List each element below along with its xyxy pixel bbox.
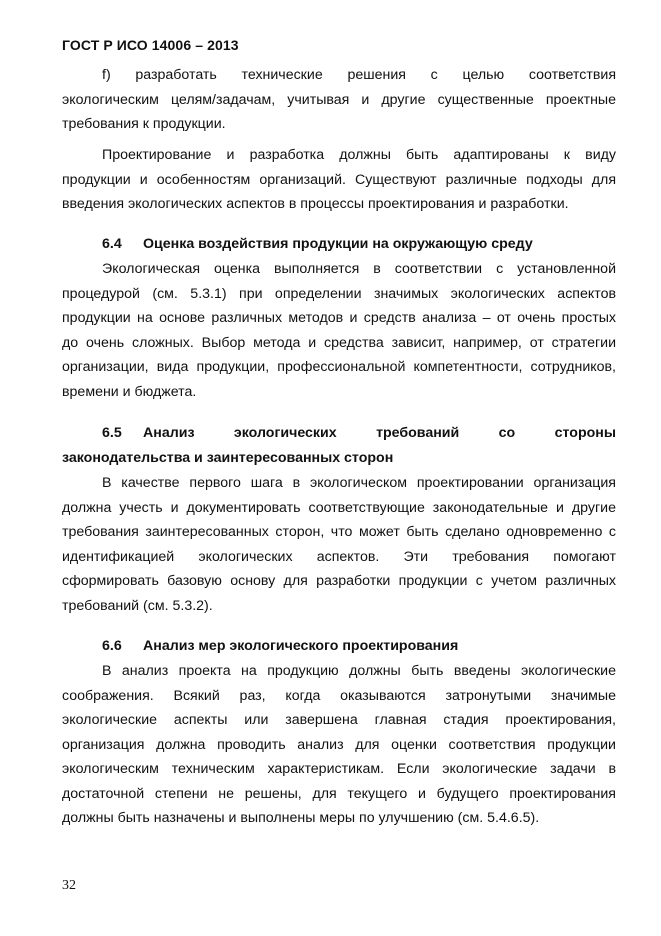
text-line: продукции на основе различных методов и средств анализа – от очень простых: [62, 310, 616, 326]
section-number: 6.6: [102, 638, 122, 654]
section-number: 6.4: [102, 236, 122, 252]
text-line: должны быть назначены и выполнены меры по улучшению (см. 5.4.6.5).: [62, 810, 540, 826]
paragraph-design-review: [62, 659, 616, 831]
text-line: экологическим техническим характеристикам. Если экологические задачи в: [62, 761, 616, 777]
page-number: 32: [62, 878, 76, 893]
text-line: требований (см. 5.3.2).: [62, 597, 213, 614]
text-line: организация должна проводить анализ для оценки соответствия продукции: [62, 736, 616, 753]
text-line: В анализ проекта на продукцию должны быть введены экологические: [102, 663, 616, 679]
section-title: Оценка воздействия продукции на окружающую среду: [143, 236, 533, 252]
section-title-line1: Анализ экологических требований со стороны: [143, 425, 616, 441]
section-title-line2: законодательства и заинтересованных сторон: [62, 449, 394, 466]
section-heading-6-5: [62, 421, 616, 470]
text-line: требования к продукции.: [62, 116, 226, 132]
text-line: организации, вида продукции, профессиональной компетентности, сотрудников,: [62, 359, 616, 375]
text-line: должна учесть и документировать соответствующие законодательные и другие: [62, 499, 616, 516]
text-line: экологическим целям/задачам, учитывая и другие существенные проектные: [62, 91, 616, 108]
list-item-f: [62, 63, 616, 137]
document-header: ГОСТ Р ИСО 14006 – 2013: [62, 37, 239, 53]
text-line: идентификацией экологических аспектов. Эти требования помогают: [62, 548, 616, 565]
text-line: соображения. Всякий раз, когда оказываются затронутыми значимые: [62, 687, 616, 704]
paragraph-environmental-assessment: [62, 257, 616, 404]
text-line: f) разработать технические решения с целью соответствия: [102, 67, 616, 83]
section-heading-6-6: [62, 634, 616, 659]
text-line: Проектирование и разработка должны быть адаптированы к виду: [102, 147, 616, 163]
paragraph-legal-requirements: [62, 471, 616, 618]
text-line: процедурой (см. 5.3.1) при определении значимых экологических аспектов: [62, 285, 616, 302]
text-line: до очень сложных. Выбор метода и средства зависит, например, от стратегии: [62, 334, 616, 351]
text-line: экологические аспекты или завершена главная стадия проектирования,: [62, 712, 616, 728]
text-line: Экологическая оценка выполняется в соответствии с установленной: [102, 261, 616, 277]
text-line: продукции и особенностям организаций. Существуют различные подходы для: [62, 171, 616, 188]
section-title: Анализ мер экологического проектирования: [143, 638, 459, 654]
section-heading-6-4: [62, 232, 616, 257]
text-line: времени и бюджета.: [62, 383, 197, 400]
text-line: достаточной степени не решены, для текущего и будущего проектирования: [62, 785, 616, 802]
text-line: В качестве первого шага в экологическом проектировании организация: [102, 475, 616, 491]
text-line: введения экологических аспектов в процессы проектирования и разработки.: [62, 196, 569, 212]
paragraph-design-development: [62, 143, 616, 217]
text-line: сформировать базовую основу для разработки продукции с учетом различных: [62, 573, 616, 589]
section-number: 6.5: [102, 425, 122, 441]
text-line: требования заинтересованных сторон, что может быть сделано одновременно с: [62, 524, 616, 540]
